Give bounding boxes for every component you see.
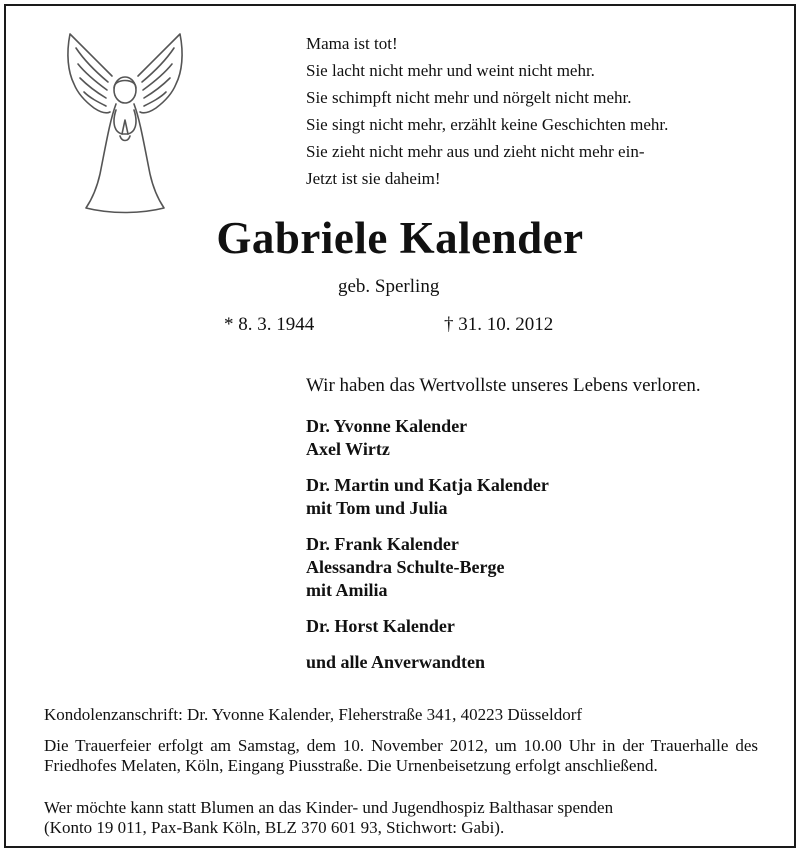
poem-line: Sie lacht nicht mehr und weint nicht mehr.: [306, 61, 595, 80]
mourner-group: [306, 615, 549, 638]
mourner-name: Dr. Horst Kalender: [306, 616, 455, 636]
mourner-group: [306, 474, 549, 520]
maiden-name: geb. Sperling: [338, 276, 440, 297]
mourner-group: [306, 533, 549, 602]
birth-date: * 8. 3. 1944: [224, 314, 315, 335]
deceased-name: Gabriele Kalender: [216, 213, 584, 263]
poem: [306, 30, 668, 192]
mourner-name: Dr. Frank Kalender: [306, 534, 459, 554]
poem-line: Sie singt nicht mehr, erzählt keine Geschichten mehr.: [306, 115, 669, 134]
loss-statement: Wir haben das Wertvollste unseres Lebens verloren.: [306, 375, 701, 396]
praying-angel-icon: [60, 24, 190, 216]
mourner-name: und alle Anverwandten: [306, 652, 486, 672]
donation-line: (Konto 19 011, Pax-Bank Köln, BLZ 370 601 93, Stichwort: Gabi).: [44, 817, 505, 837]
poem-line: Sie schimpft nicht mehr und nörgelt nicht mehr.: [306, 88, 632, 107]
mourner-name: Alessandra Schulte-Berge: [306, 557, 505, 577]
donation-line: Wer möchte kann statt Blumen an das Kinder- und Jugendhospiz Balthasar spenden: [44, 798, 614, 817]
mourner-name: Dr. Yvonne Kalender: [306, 416, 468, 436]
mourner-group: [306, 415, 549, 461]
mourner-name: Axel Wirtz: [306, 439, 390, 459]
death-date: † 31. 10. 2012: [444, 314, 554, 335]
mourner-name: Dr. Martin und Katja Kalender: [306, 475, 549, 495]
donation-info: [44, 798, 758, 837]
mourner-name: mit Amilia: [306, 580, 388, 600]
mourner-group: [306, 651, 549, 674]
mourner-name: mit Tom und Julia: [306, 498, 448, 518]
condolence-address: Kondolenzanschrift: Dr. Yvonne Kalender, Fleherstraße 341, 40223 Düsseldorf: [44, 705, 583, 724]
poem-line: Jetzt ist sie daheim!: [306, 169, 441, 188]
service-info: Die Trauerfeier erfolgt am Samstag, dem 10. November 2012, um 10.00 Uhr in der Trauerhalle des Friedhofes Melaten, Köln, Eingang Piusstraße. Die Urnenbeisetzung erfolgt anschließend.: [44, 736, 758, 775]
mourners-list: [306, 415, 549, 687]
poem-line: Sie zieht nicht mehr aus und zieht nicht mehr ein-: [306, 142, 645, 161]
poem-line: Mama ist tot!: [306, 34, 398, 53]
